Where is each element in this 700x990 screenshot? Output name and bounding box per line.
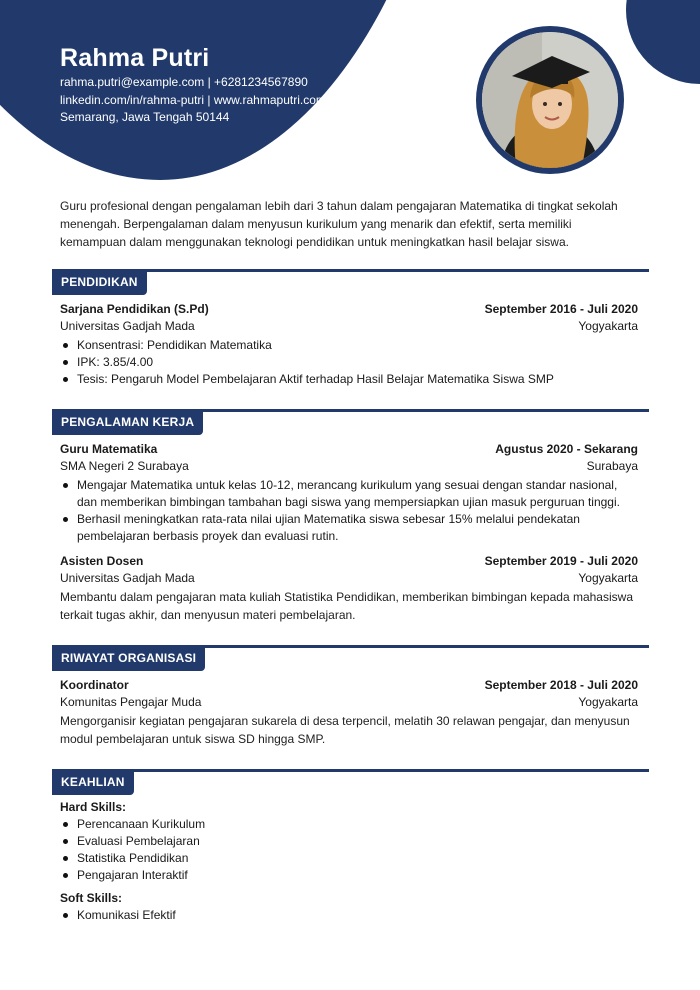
- organization-dates: September 2018 - Juli 2020: [484, 678, 638, 692]
- hard-skills-label: Hard Skills:: [60, 800, 127, 814]
- contact-address: Semarang, Jawa Tengah 50144: [60, 110, 230, 124]
- candidate-name: Rahma Putri: [60, 44, 210, 72]
- education-degree: Sarjana Pendidikan (S.Pd): [60, 302, 209, 316]
- job-location: Yogyakarta: [578, 571, 638, 585]
- education-dates: September 2016 - Juli 2020: [484, 302, 638, 316]
- organization-role: Koordinator: [60, 678, 129, 692]
- section-education-header: [52, 269, 649, 295]
- section-title: RIWAYAT ORGANISASI: [52, 645, 205, 671]
- job-title: Guru Matematika: [60, 442, 158, 456]
- job-description: Membantu dalam pengajaran mata kuliah Statistika Pendidikan, memberikan bimbingan kepada mahasiswa terkait tugas akhir, dan menyusun materi pembelajaran.: [60, 590, 633, 622]
- contact-links: linkedin.com/in/rahma-putri | www.rahmaputri.com: [60, 93, 326, 107]
- job-dates: September 2019 - Juli 2020: [484, 554, 638, 568]
- list-item: IPK: 3.85/4.00: [60, 354, 630, 371]
- job-title: Asisten Dosen: [60, 554, 144, 568]
- list-item: Statistika Pendidikan: [60, 850, 630, 867]
- job-details-list: [60, 477, 630, 545]
- section-skills-header: [52, 769, 649, 795]
- profile-summary: Guru profesional dengan pengalaman lebih dari 3 tahun dalam pengajaran Matematika di tingkat sekolah menengah. Berpengalaman dalam menyusun kurikulum yang menarik dan efektif, serta memiliki kemampuan dalam menggunakan teknologi pendidikan untuk meningkatkan hasil belajar siswa.: [60, 199, 618, 249]
- section-divider: [52, 769, 649, 772]
- education-school: Universitas Gadjah Mada: [60, 319, 195, 333]
- section-organization-header: [52, 645, 649, 671]
- list-item: Mengajar Matematika untuk kelas 10-12, merancang kurikulum yang sesuai dengan standar nasional, dan memberikan bimbingan tambahan bagi siswa yang mempersiapkan ujian masuk perguruan tinggi.: [60, 477, 630, 511]
- list-item: Komunikasi Efektif: [60, 907, 630, 924]
- list-item: Tesis: Pengaruh Model Pembelajaran Aktif terhadap Hasil Belajar Matematika Siswa SMP: [60, 371, 630, 388]
- list-item: Perencanaan Kurikulum: [60, 816, 630, 833]
- list-item: Berhasil meningkatkan rata-rata nilai ujian Matematika siswa sebesar 15% melalui pendekatan pembelajaran berbasis proyek dan evaluasi rutin.: [60, 511, 630, 545]
- list-item: Pengajaran Interaktif: [60, 867, 630, 884]
- job-dates: Agustus 2020 - Sekarang: [495, 442, 638, 456]
- organization-name: Komunitas Pengajar Muda: [60, 695, 202, 709]
- hard-skills-list: [60, 816, 630, 884]
- organization-description: Mengorganisir kegiatan pengajaran sukarela di desa terpencil, melatih 30 relawan pengajar, dan menyusun modul pembelajaran untuk siswa SD hingga SMP.: [60, 714, 630, 746]
- section-experience-header: [52, 409, 649, 435]
- education-location: Yogyakarta: [578, 319, 638, 333]
- job-organization: SMA Negeri 2 Surabaya: [60, 459, 189, 473]
- soft-skills-label: Soft Skills:: [60, 891, 123, 905]
- section-title: PENGALAMAN KERJA: [52, 409, 203, 435]
- soft-skills-list: [60, 907, 630, 924]
- organization-location: Yogyakarta: [578, 695, 638, 709]
- profile-photo-frame: [476, 26, 624, 174]
- section-title: PENDIDIKAN: [52, 269, 147, 295]
- section-title: KEAHLIAN: [52, 769, 134, 795]
- job-organization: Universitas Gadjah Mada: [60, 571, 195, 585]
- corner-decoration-circle: [626, 0, 700, 84]
- profile-photo: [482, 32, 618, 168]
- job-location: Surabaya: [586, 459, 638, 473]
- education-details-list: [60, 337, 630, 388]
- contact-email-phone: rahma.putri@example.com | +6281234567890: [60, 75, 308, 89]
- list-item: Konsentrasi: Pendidikan Matematika: [60, 337, 630, 354]
- list-item: Evaluasi Pembelajaran: [60, 833, 630, 850]
